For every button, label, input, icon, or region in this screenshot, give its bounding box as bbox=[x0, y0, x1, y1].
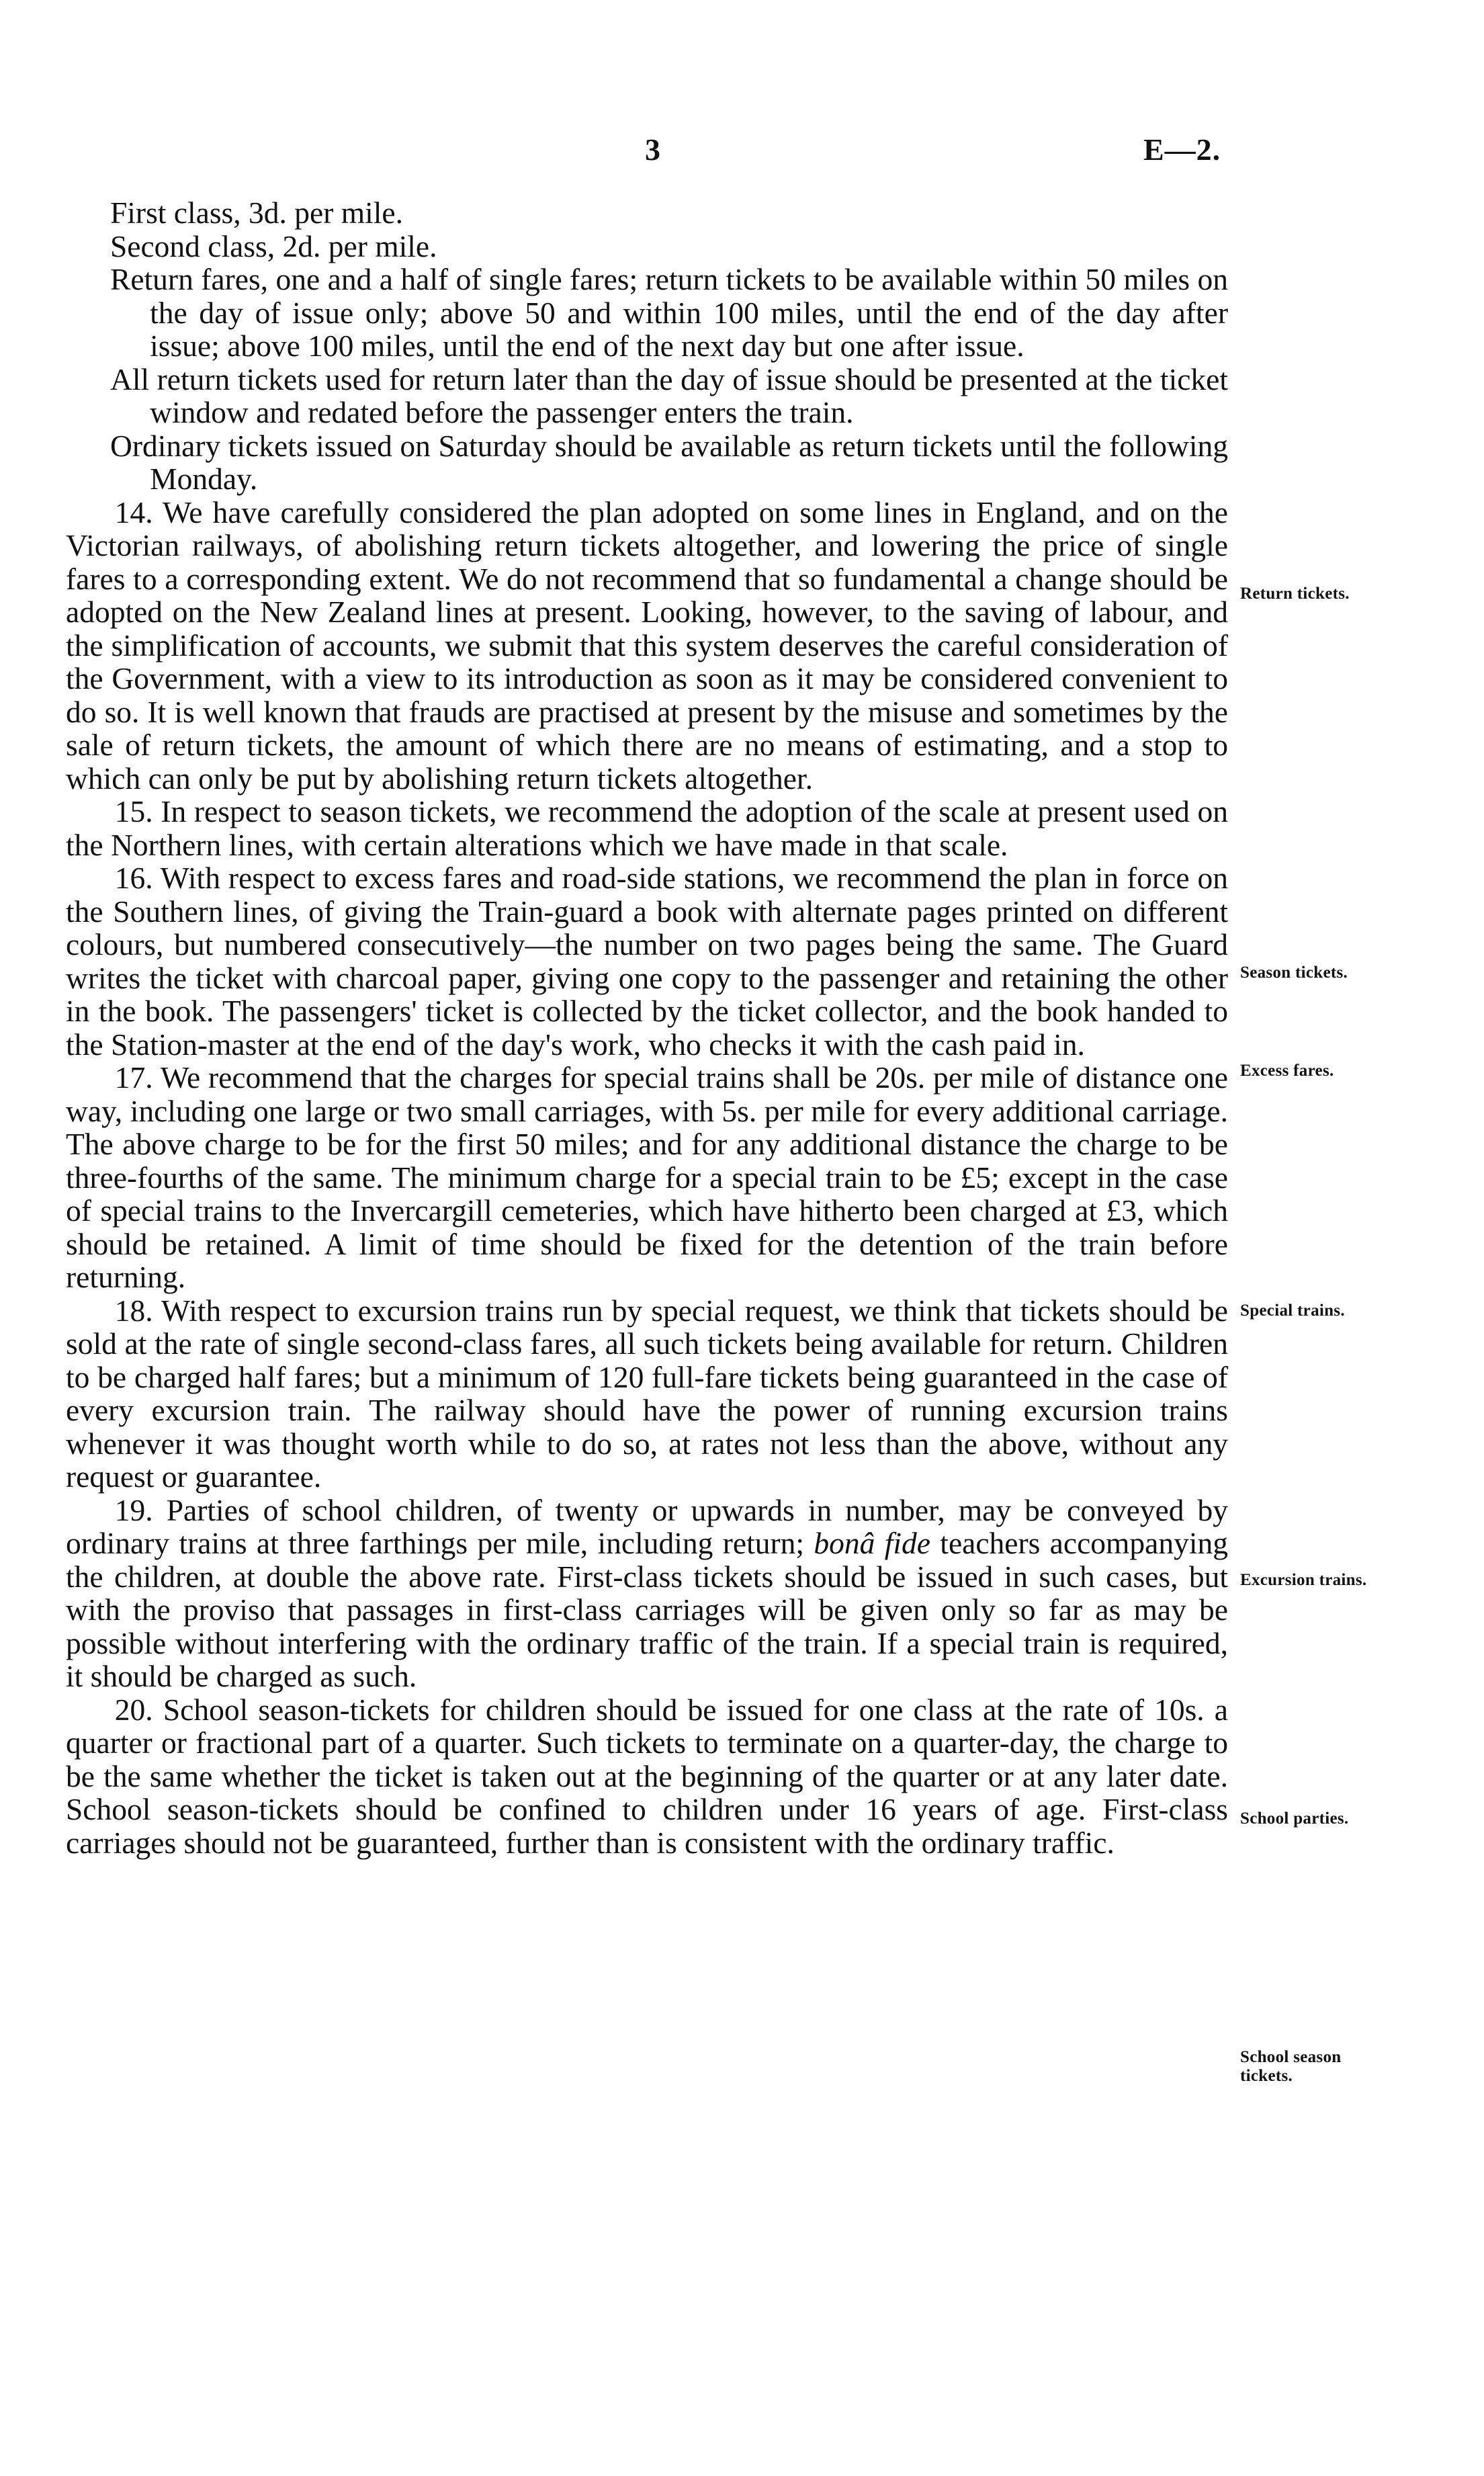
margin-note-season-tickets: Season tickets. bbox=[1240, 964, 1348, 982]
fare-line-return-redating: All return tickets used for return later than the day of issue should be presented at the ticket window and redated before the passenger enters the train. bbox=[110, 361, 1228, 429]
paragraph-19 bbox=[66, 1494, 1228, 1693]
paragraph-text: In respect to season tickets, we recommend the adoption of the scale at present used on the Northern lines, with certain alterations which we have made in that scale. bbox=[66, 794, 1228, 862]
paragraph-text: With respect to excess fares and road-side stations, we recommend the plan in force on the Southern lines, of giving the Train-guard a book with alternate pages printed on different colours, but numbered consecutively—the number on two pages being the same. The Guard writes the ticket with charcoal paper, giving one copy to the passenger and retaining the other in the book. The passengers' ticket is collected by the ticket collector, and the book handed to the Station-master at the end of the day's work, who checks it with the cash paid in. bbox=[66, 861, 1228, 1062]
paragraph-text: We recommend that the charges for special trains shall be 20s. per mile of distance one way, including one large or two small carriages, with 5s. per mile for every additional carriage. The above charge to be for the first 50 miles; and for any additional distance the charge to be three-fourths of the same. The minimum charge for a special train to be £5; except in the case of special trains to the Invercargill cemeteries, which have hitherto been charged at £3, which should be retained. A limit of time should be fixed for the detention of the train before returning. bbox=[66, 1060, 1228, 1294]
page-number: 3 bbox=[645, 132, 660, 167]
paragraph-number: 20. bbox=[114, 1692, 153, 1727]
paragraph-number: 15. bbox=[114, 794, 153, 828]
paragraph-number: 16. bbox=[114, 861, 153, 895]
fare-line-first-class: First class, 3d. per mile. bbox=[110, 196, 403, 230]
paragraph-number: 19. bbox=[114, 1492, 153, 1527]
paragraph-20 bbox=[66, 1693, 1228, 1860]
document-reference: E—2. bbox=[1143, 132, 1221, 167]
margin-note-school-parties: School parties. bbox=[1240, 1809, 1349, 1828]
margin-note-excess-fares: Excess fares. bbox=[1240, 1062, 1334, 1080]
paragraph-18 bbox=[66, 1294, 1228, 1494]
fare-line-second-class: Second class, 2d. per mile. bbox=[110, 228, 437, 263]
paragraph-text: We have carefully considered the plan adopted on some lines in England, and on the Victorian railways, of abolishing return tickets altogether, and lowering the price of single fares to a corresponding extent. We do not recommend that so fundamental a change should be adopted on the New Zealand lines at present. Looking, however, to the saving of labour, and the simplification of accounts, we submit that this system deserves the careful consideration of the Government, with a view to its introduction as soon as it may be considered convenient to do so. It is well known that frauds are practised at present by the misuse and sometimes by the sale of return tickets, the amount of which there are no means of estimating, and a stop to which can only be put by abolishing return tickets altogether. bbox=[66, 495, 1228, 796]
margin-note-school-season-tickets: School season tickets. bbox=[1240, 2048, 1342, 2085]
paragraph-17 bbox=[66, 1061, 1228, 1294]
margin-note-special-trains: Special trains. bbox=[1240, 1301, 1345, 1320]
fare-line-saturday-tickets: Ordinary tickets issued on Saturday should be available as return tickets until the following Monday. bbox=[110, 428, 1228, 496]
paragraph-text: School season-tickets for children should be issued for one class at the rate of 10s. a quarter or fractional part of a quarter. Such tickets to terminate on a quarter-day, the charge to be the same whether the ticket is taken out at the beginning of the quarter or at any later date. School season-tickets should be confined to children under 16 years of age. First-class carriages should not be guaranteed, further than is consistent with the ordinary traffic. bbox=[66, 1692, 1228, 1860]
italic-phrase: bonâ fide bbox=[814, 1526, 930, 1560]
paragraph-text-continued: teachers accompanying the children, at double the above rate. First-class tickets should be issued in such cases, but with the proviso that passages in first-class carriages will be given only so far as may be possible without interfering with the ordinary traffic of the train. If a special train is required, it should be charged as such. bbox=[66, 1526, 1228, 1693]
paragraph-15 bbox=[66, 795, 1228, 861]
margin-note-excursion-trains: Excursion trains. bbox=[1240, 1571, 1367, 1589]
paragraph-text: With respect to excursion trains run by special request, we think that tickets should be sold at the rate of single second-class fares, all such tickets being available for return. Children to be charged half fares; but a minimum of 120 full-fare tickets being guaranteed in the case of every excursion train. The railway should have the power of running excursion trains whenever it was thought worth while to do so, at rates not less than the above, without any request or guarantee. bbox=[66, 1293, 1228, 1494]
paragraph-number: 17. bbox=[114, 1060, 153, 1095]
paragraph-text: Parties of school children, of twenty or upwards in number, may be conveyed by ordinary trains at three farthings per mile, including return; bbox=[66, 1492, 1229, 1560]
fare-line-return-fares: Return fares, one and a half of single fares; return tickets to be available within 50 miles on the day of issue only; above 50 and within 100 miles, until the end of the day after issue; above 100 miles, until the end of the next day but one after issue. bbox=[110, 262, 1228, 363]
paragraph-number: 18. bbox=[114, 1293, 153, 1328]
paragraph-number: 14. bbox=[114, 495, 153, 529]
paragraph-14 bbox=[66, 496, 1228, 796]
paragraph-16 bbox=[66, 861, 1228, 1061]
margin-note-return-tickets: Return tickets. bbox=[1240, 585, 1350, 603]
body-text bbox=[66, 196, 1228, 1859]
